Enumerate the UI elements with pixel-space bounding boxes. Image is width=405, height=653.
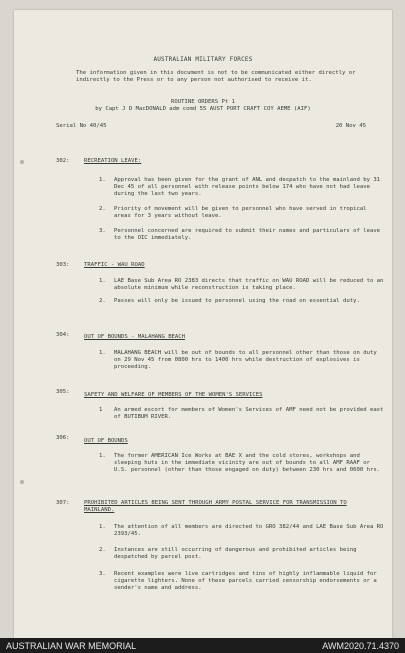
para-text: Recent examples were live cartridges and tins of highly inflammable liquid for cigarette lighters. None of these parcels carried censorship endorsements or a sender's name and address.	[114, 571, 377, 591]
section-number: 304:	[56, 332, 70, 338]
para-number: 1.	[99, 524, 106, 530]
para-text: Approval has been given for the grant of ANL and despatch to the mainland by 31 Dec 45 of all personnel with release points below 174 who have not had leave during the last two years.	[114, 177, 381, 197]
para-number: 3.	[99, 228, 106, 234]
para-number: 2.	[99, 206, 106, 212]
section-number: 303:	[56, 262, 70, 268]
archive-name: AUSTRALIAN WAR MEMORIAL	[6, 640, 137, 651]
para-text: Passes will only be issued to personnel using the road on essential duty.	[114, 298, 360, 304]
section-number: 302:	[56, 158, 70, 164]
issued-by: by Capt J D MacDONALD adm comd 55 AUST PORT CRAFT COY AEME (AIF)	[95, 106, 311, 112]
section-heading: RECREATION LEAVE:	[84, 158, 142, 164]
para-text: Personnel concerned are required to submit their names and particulars of leave to the OIC immediately.	[114, 228, 381, 241]
section-heading: SAFETY AND WELFARE OF MEMBERS OF THE WOMEN'S SERVICES	[84, 392, 263, 398]
serial-row	[56, 123, 366, 130]
archive-footer	[0, 638, 405, 653]
section-number: 305:	[56, 389, 70, 395]
para-text: LAE Base Sub Area RO 2383 directs that traffic on WAU ROAD will be reduced to an absolute minimum while reconstruction is taking place.	[114, 278, 384, 291]
para-number: 1	[99, 407, 103, 413]
para-text: Instances are still occurring of dangerous and prohibited articles being despatched by parcel post.	[114, 547, 357, 560]
section-heading: TRAFFIC - WAU ROAD	[84, 262, 145, 268]
order-date: 20 Nov 45	[335, 123, 366, 129]
section-heading: OUT OF BOUNDS	[84, 438, 128, 444]
archive-id: AWM2020.71.4370	[322, 640, 399, 651]
para-text: MALAHANG BEACH will be out of bounds to all personnel other than those on duty on 29 Nov 45 from 0800 hrs to 1400 hrs while destruction of explosives is proceeding.	[114, 350, 377, 370]
section-heading: OUT OF BOUNDS - MALAHANG BEACH	[84, 334, 186, 340]
security-note: The information given in this document is not to be communicated either directly or indirectly to the Press or to any person not authorised to receive it.	[76, 70, 356, 83]
para-number: 1.	[99, 453, 106, 459]
para-text: An armed escort for members of Women's Services of AMF need not be provided east of BUTIBUM RIVER.	[114, 407, 384, 420]
para-number: 1.	[99, 278, 106, 284]
document-heading: AUSTRALIAN MILITARY FORCES	[153, 56, 253, 63]
para-text: Priority of movement will be given to personnel who have served in tropical areas for 3 years without leave.	[114, 206, 367, 219]
section-number: 306:	[56, 435, 70, 441]
routine-orders-title: ROUTINE ORDERS Pt 1	[171, 99, 235, 105]
para-text: The attention of all members are directed to GRO 382/44 and LAE Base Sub Area RO 2393/45.	[114, 524, 384, 537]
para-number: 2.	[99, 298, 106, 304]
punch-hole	[20, 480, 24, 484]
para-number: 3.	[99, 571, 106, 577]
section-heading: PROHIBITED ARTICLES BEING SENT THROUGH ARMY POSTAL SERVICE FOR TRANSMISSION TO MAINLAND.	[84, 500, 347, 513]
section-number: 307:	[56, 500, 70, 506]
para-number: 2.	[99, 547, 106, 553]
para-number: 1.	[99, 177, 106, 183]
serial-number: Serial No 40/45	[56, 123, 107, 129]
para-number: 1.	[99, 350, 106, 356]
document-page	[14, 10, 392, 638]
punch-hole	[20, 160, 24, 164]
para-text: The former AMERICAN Ice Works at BAE X and the cold stores, workshops and sleeping huts in the immediate vicinity are out of bounds to all AMF RAAF or U.S. personnel (other than those engaged on duty) between 230 hrs and 0600 hrs.	[114, 453, 381, 473]
